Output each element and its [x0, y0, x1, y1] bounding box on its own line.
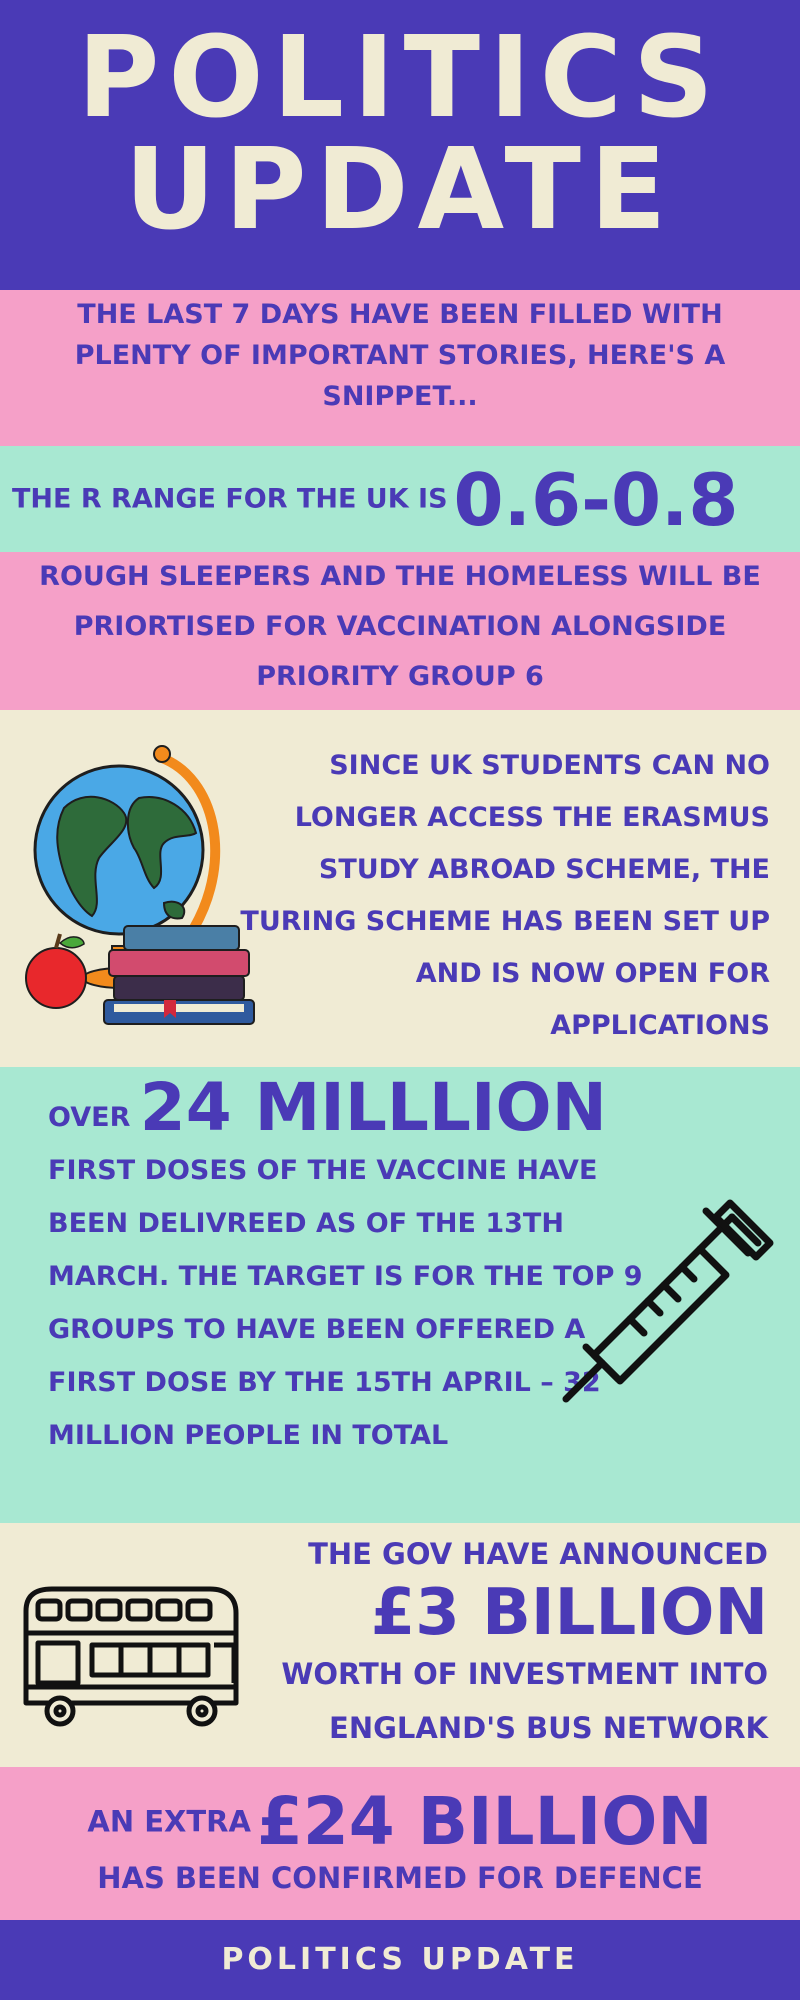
globe-books-apple-icon: [14, 738, 264, 1028]
vaccine-body: DOSES OF THE VACCINE HAVE BEEN DELIVREED AS OF THE 13TH MARCH. THE TARGET IS FOR THE TOP 9 GROUPS TO HAVE BEEN OFFERED A FIRST DOSE BY THE 15TH APRIL – 32 MILLION PEOPLE IN TOTAL: [48, 1155, 643, 1451]
bus-line1: THE GOV HAVE ANNOUNCED: [308, 1537, 768, 1571]
intro-section: [0, 290, 800, 446]
bus-amount: £3 BILLION: [370, 1576, 768, 1650]
page-title-line2: UPDATE: [124, 125, 676, 255]
syringe-icon: [560, 1195, 780, 1405]
header: [0, 0, 800, 290]
defence-prefix: AN EXTRA: [87, 1804, 251, 1839]
vaccine-number: 24 MILLLION: [139, 1069, 607, 1146]
bus-text-block: [208, 1529, 768, 1755]
bus-section: [0, 1523, 800, 1767]
rough-sleepers-section: [0, 552, 800, 710]
erasmus-text: SINCE UK STUDENTS CAN NO LONGER ACCESS THE ERASMUS STUDY ABROAD SCHEME, THE TURING SCHEME HAS BEEN SET UP AND IS NOW OPEN FOR APPLICATIONS: [240, 750, 770, 1041]
vaccine-prefix: OVER: [48, 1102, 131, 1133]
defence-section: [0, 1767, 800, 1920]
vaccine-suffix: FIRST: [48, 1155, 136, 1186]
vaccine-section: [0, 1067, 800, 1523]
defence-amount: £24 BILLION: [256, 1783, 713, 1860]
defence-line2: HAS BEEN CONFIRMED FOR DEFENCE: [97, 1861, 703, 1895]
footer: [0, 1920, 800, 2000]
vaccine-text-block: [48, 1069, 648, 1462]
footer-text: POLITICS UPDATE: [221, 1942, 579, 1977]
erasmus-section: [0, 710, 800, 1067]
page-title-line1: POLITICS: [77, 13, 723, 143]
r-range-label: THE R RANGE FOR THE UK IS: [12, 483, 448, 515]
bus-line3: WORTH OF INVESTMENT INTO ENGLAND'S BUS NETWORK: [281, 1657, 768, 1745]
rough-sleepers-text: ROUGH SLEEPERS AND THE HOMELESS WILL BE PRIORTISED FOR VACCINATION ALONGSIDE PRIORITY GROUP 6: [39, 561, 761, 692]
intro-text: THE LAST 7 DAYS HAVE BEEN FILLED WITH PLENTY OF IMPORTANT STORIES, HERE'S A SNIPPET...: [74, 299, 726, 412]
r-range-section: [0, 446, 800, 552]
r-range-value: 0.6-0.8: [453, 457, 739, 542]
